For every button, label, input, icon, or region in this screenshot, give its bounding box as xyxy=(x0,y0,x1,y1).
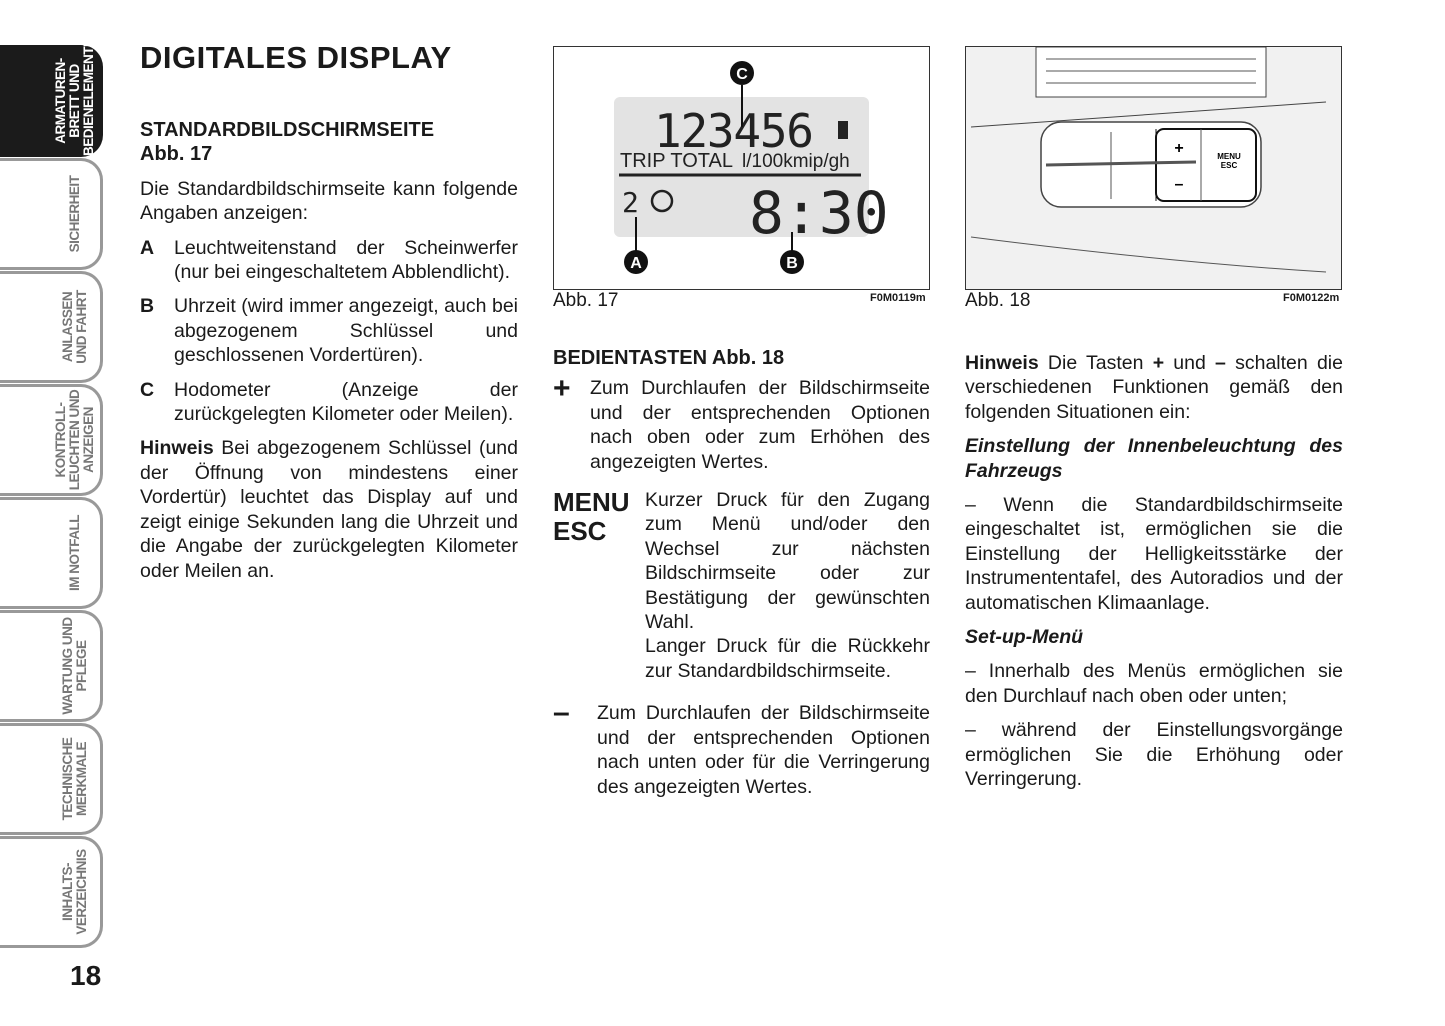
trip-label: TRIP TOTAL xyxy=(620,150,733,172)
item-text: Zum Durchlaufen der Bildschirmseite und der entsprechenden Optionen nach oben oder zum Erhöhen des angezeigten Wertes. xyxy=(590,377,930,473)
paragraph: – Innerhalb des Menüs ermöglichen sie den Durchlauf nach oben oder unten; xyxy=(965,660,1343,707)
plus-item xyxy=(553,372,930,474)
column-1 xyxy=(140,118,518,583)
minus-symbol: – xyxy=(553,696,570,730)
sidebar-tab[interactable] xyxy=(0,384,103,496)
menu-esc-item xyxy=(553,488,930,683)
sidebar-tab-label: INHALTS- VERZEICHNIS xyxy=(60,849,89,935)
menu-symbol: MENU xyxy=(553,487,630,518)
item-text: Uhrzeit (wird immer angezeigt, auch bei abgezogenem Schlüssel und geschlossenen Vordertüren). xyxy=(174,295,518,367)
sidebar-tab[interactable] xyxy=(0,497,103,609)
figure-18-caption: Abb. 18 xyxy=(965,290,1031,311)
paragraph: – Wenn die Standardbildschirmseite eingeschaltet ist, ermöglichen sie die Einstellung der Helligkeitsstärke der Instrumententafel, des Autoradios und der automatischen Klimaanlage. xyxy=(965,494,1343,614)
plus-button-label: + xyxy=(1174,140,1184,157)
sidebar-tab[interactable] xyxy=(0,271,103,383)
column-2 xyxy=(553,346,930,799)
item-text: Leuchtweitenstand der Scheinwerfer (nur bei eingeschaltetem Abblendlicht). xyxy=(174,236,518,284)
paragraph: – während der Einstellungsvorgänge ermöglichen Sie die Erhöhung oder Verringerung. xyxy=(965,719,1343,791)
minus-button-label: – xyxy=(1174,176,1184,193)
esc-symbol: ESC xyxy=(553,516,607,547)
list-item-a xyxy=(140,236,518,285)
figure-18-buttons xyxy=(965,46,1342,290)
sidebar-tab[interactable] xyxy=(0,723,103,835)
list-item-b xyxy=(140,294,518,367)
note xyxy=(140,436,518,582)
note-label: Hinweis xyxy=(965,352,1039,374)
section-heading: BEDIENTASTEN Abb. 18 xyxy=(553,347,785,369)
sidebar-tab[interactable] xyxy=(0,158,103,270)
item-text: Langer Druck für die Rückkehr zur Standardbildschirmseite. xyxy=(645,635,930,682)
sidebar-tab-label: ANLASSEN UND FAHRT xyxy=(60,290,89,364)
subheading: Einstellung der Innenbeleuchtung des Fahrzeugs xyxy=(965,435,1343,482)
note-text: Die Tasten xyxy=(1038,352,1153,374)
sidebar-tab-label: IM NOTFALL xyxy=(67,515,82,591)
sidebar-tab-label: WARTUNG UND PFLEGE xyxy=(60,617,89,715)
item-key: A xyxy=(140,236,155,259)
callout-b: B xyxy=(786,255,798,272)
subheading: Set-up-Menü xyxy=(965,626,1084,649)
sidebar-tab[interactable] xyxy=(0,836,103,948)
section-heading: STANDARDBILDSCHIRMSEITE xyxy=(140,119,435,141)
figure-17-code: F0M0119m xyxy=(870,292,926,304)
units-label: l/100kmip/gh xyxy=(742,151,850,172)
item-key: C xyxy=(140,378,155,401)
item-text: Kurzer Druck für den Zugang zum Menü und/oder den Wechsel zur nächsten Bildschirmseite oder zur Bestätigung der gewünschten Wahl. xyxy=(645,489,930,634)
page-title: DIGITALES DISPLAY xyxy=(140,40,452,75)
fuel-icon xyxy=(838,121,848,139)
sidebar-tab-label: ARMATUREN- BRETT UND BEDIENELEMENTE xyxy=(53,38,96,156)
callout-a: A xyxy=(630,255,642,272)
list-item-c xyxy=(140,378,518,427)
callout-c: C xyxy=(736,66,748,83)
column-3 xyxy=(965,351,1343,792)
page-number: 18 xyxy=(70,960,102,991)
figure-17-caption: Abb. 17 xyxy=(553,290,619,311)
plus-symbol: + xyxy=(1152,352,1165,374)
headlight-level: 2 xyxy=(622,186,639,219)
section-figure-ref: Abb. 17 xyxy=(140,143,213,166)
note xyxy=(965,351,1343,424)
figure-17-display xyxy=(553,46,930,290)
clock-time: 8:30 xyxy=(749,179,889,247)
odometer-value: 123456 xyxy=(654,104,814,158)
menu-button-label: MENU xyxy=(1217,152,1241,161)
sidebar-tab-label: KONTROLL- LEUCHTEN UND ANZEIGEN xyxy=(53,389,96,491)
minus-item xyxy=(553,696,930,799)
minus-symbol: – xyxy=(1215,352,1226,374)
sidebar-tab-label: SICHERHEIT xyxy=(67,175,82,253)
intro-text: Die Standardbildschirmseite kann folgende Angaben anzeigen: xyxy=(140,177,518,225)
note-text: schalten die verschiedenen Funktionen gemäß den folgenden Situationen ein: xyxy=(965,352,1343,423)
esc-button-label: ESC xyxy=(1220,161,1238,170)
sidebar-tab-label: TECHNISCHE MERKMALE xyxy=(60,737,89,821)
sidebar-tab[interactable] xyxy=(0,610,103,722)
sidebar-tab[interactable] xyxy=(0,38,103,157)
item-text: Hodometer (Anzeige der zurückgelegten Kilometer oder Meilen). xyxy=(174,378,518,426)
plus-symbol: + xyxy=(553,372,571,406)
figure-18-code: F0M0122m xyxy=(1283,292,1340,304)
item-key: B xyxy=(140,295,155,318)
note-label: Hinweis xyxy=(140,437,214,460)
item-text: Zum Durchlaufen der Bildschirmseite und der entsprechenden Optionen nach unten oder für die Verringerung des angezeigten Wertes. xyxy=(597,702,930,798)
note-text: und xyxy=(1164,352,1216,374)
note-text: Bei abgezogenem Schlüssel (und der Öffnung von mindestens einer Vordertür) leuchtet das Display auf und zeigt einige Sekunden lang die Uhrzeit und die Angabe der zurückgelegten Kilometer oder Meilen an. xyxy=(140,437,518,582)
